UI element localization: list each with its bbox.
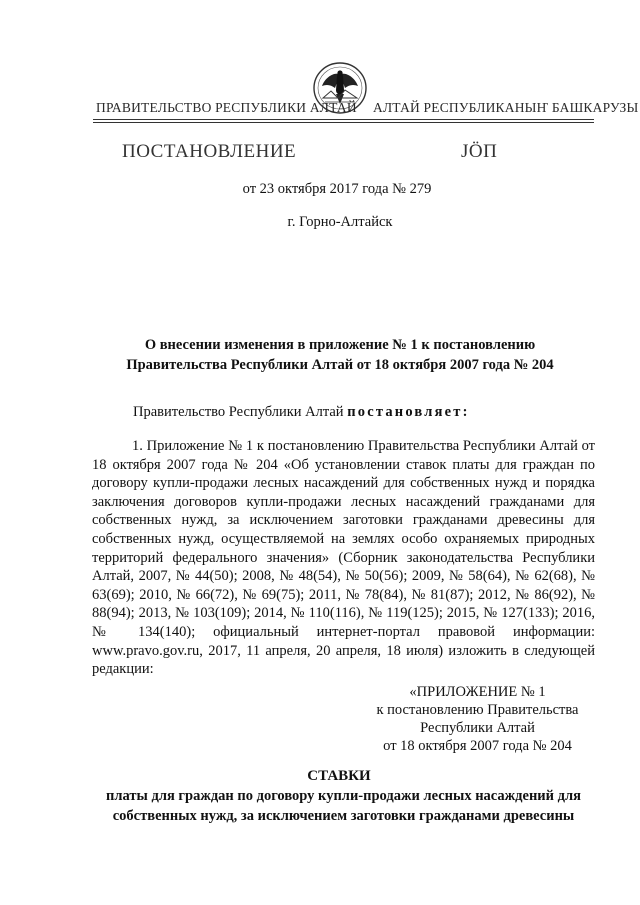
appendix-line-1: «ПРИЛОЖЕНИЕ № 1 bbox=[409, 684, 546, 700]
document-city: г. Горно-Алтайск bbox=[287, 214, 393, 230]
preamble-verb: постановляет: bbox=[347, 404, 470, 420]
title-line-2: Правительства Республики Алтай от 18 октября 2007 года № 204 bbox=[126, 357, 554, 373]
org-name-altai: АЛТАЙ РЕСПУБЛИКАНЫҤ БАШКАРУЗЫ bbox=[373, 100, 639, 115]
org-name-russian: ПРАВИТЕЛЬСТВО РЕСПУБЛИКИ АЛТАЙ bbox=[96, 100, 357, 115]
preamble bbox=[133, 404, 470, 421]
preamble-subject: Правительство Республики Алтай bbox=[133, 404, 348, 420]
header-divider-top bbox=[93, 119, 594, 120]
appendix-line-3: Республики Алтай bbox=[420, 720, 535, 736]
appendix-reference bbox=[345, 683, 610, 755]
header-divider-bottom bbox=[93, 122, 594, 123]
stavki-heading: СТАВКИ bbox=[307, 768, 371, 784]
appendix-line-4: от 18 октября 2007 года № 204 bbox=[383, 738, 572, 754]
stavki-subtitle-line-2: собственных нужд, за исключением заготовки гражданами древесины bbox=[112, 808, 575, 824]
paragraph-1: 1. Приложение № 1 к постановлению Правительства Республики Алтай от 18 октября 2007 года № 204 «Об установлении ставок платы для граждан по договору купли-продажи лесных насаждений для собственных нужд и порядка заключения договоров купли-продажи лесных насаждений гражданами для собственных нужд, за исключением заготовки гражданами древесины для собственных нужд, осуществляемой на землях особо охраняемых природных территорий федерального значения» (Сборник законодательства Республики Алтай, 2007, № 44(50); 2008, № 48(54), № 50(56); 2009, № 58(64), № 62(68), № 63(69); 2010, № 66(72), № 69(75); 2011, № 78(84), № 81(87); 2012, № 86(92), № 88(94); 2013, № 103(109); 2014, № 110(116), № 119(125); 2015, № 127(133); 2016, № 134(140); официальный интернет-портал правовой информации: www.pravo.gov.ru, 2017, 11 апреля, 20 апреля, 18 июля) изложить в следующей редакции: bbox=[92, 438, 595, 678]
document-title bbox=[60, 335, 620, 375]
doc-type-russian: ПОСТАНОВЛЕНИЕ bbox=[122, 141, 297, 162]
doc-type-altai: ЈÖП bbox=[461, 141, 498, 162]
document-date: от 23 октября 2017 года № 279 bbox=[242, 181, 432, 197]
appendix-line-2: к постановлению Правительства bbox=[376, 702, 579, 718]
title-line-1: О внесении изменения в приложение № 1 к постановлению bbox=[144, 337, 536, 353]
stavki-subtitle bbox=[92, 786, 595, 826]
stavki-subtitle-line-1: платы для граждан по договору купли-продажи лесных насаждений для bbox=[106, 788, 581, 804]
